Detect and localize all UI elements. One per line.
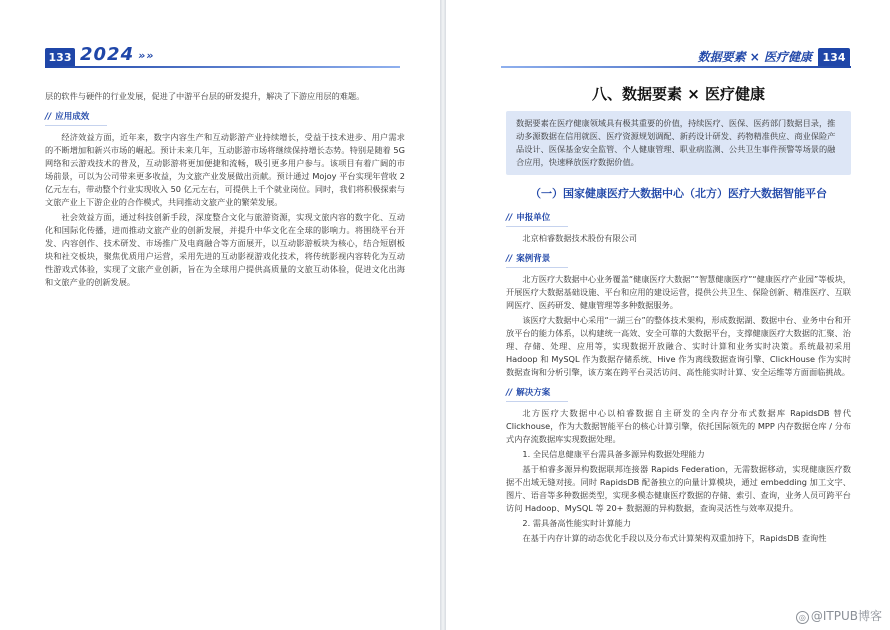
background-label (506, 253, 568, 268)
label-slash-icon: // (506, 388, 513, 398)
header-rule (45, 66, 400, 68)
label-slash-icon: // (506, 254, 513, 264)
section-tag: 数据要素 × 医疗健康 (697, 50, 812, 64)
applicant-name: 北京柏睿数据技术股份有限公司 (522, 233, 638, 243)
watermark-logo-icon: ◎ (796, 611, 809, 624)
applicant-label-text: 申报单位 (516, 213, 551, 223)
results-label-text: 应用成效 (55, 112, 90, 122)
background-paragraph: 该医疗大数据中心采用“一湖三台”的整体技术架构，形成数据湖、数据中台、业务中台和开放平台的能力体系，以构建统一高效、安全可靠的大数据平台，支撑健康医疗大数据的汇聚、治理、存储、处理、应用等，实现数据开放融合、实时计算和业务实时决策。系统最初采用 Hadoop 和 MySQL 作为数据存储系统、Hive 作为离线数据查询引擎、ClickHouse 作为实时数据查询和分析引擎，该方案在跨平台灵活访问、高性能实时计算、安全运维等方面面临挑战。 (506, 315, 851, 377)
left-page-content (45, 90, 405, 291)
case-title: （一）国家健康医疗大数据中心（北方）医疗大数据智能平台 (530, 187, 827, 200)
watermark (796, 607, 882, 624)
chapter-title: 八、数据要素 × 医疗健康 (591, 85, 765, 103)
solution-paragraph: 基于柏睿多源异构数据联邦连接器 Rapids Federation，无需数据移动，实现健康医疗数据不出域无缝对接。同时 RapidsDB 配备独立的向量计算模块，通过 embedding 加工文字、图片、语音等多种数据类型，实现多模态健康医疗数据的存储、索引、查询，业务人员可跨平台访问 Hadoop、MySQL 等 20+ 数据源的异构数据，查询灵活性与效率双提升。 (506, 464, 851, 513)
label-slash-icon: // (45, 112, 52, 122)
page-number: 133 (45, 48, 75, 68)
solution-heading: 1. 全民信息健康平台需具备多源异构数据处理能力 (522, 449, 705, 459)
economic-benefit-paragraph: 经济效益方面，近年来，数字内容生产和互动影游产业持续增长，受益于技术进步、用户需求的不断增加和新兴市场的崛起。预计未来几年，互动影游市场将继续保持增长态势。特别是随着 5G 网络和云游戏技术的普及，互动影游将更加便捷和流畅，吸引更多用户参与。该项目有着广阔的市场前景，可以为公司带来更多收益，为文旅产业发展做出贡献。预计通过 Mojoy 平台实现年营收 2 亿元左右，带动整个行业实现收入 50 亿元左右，可提供上千个就业岗位。同时，我们将积极探索与文旅产业上下游企业的合作模式，共同推动文旅产业的繁荣发展。 (45, 132, 405, 207)
solution-label (506, 387, 568, 402)
applicant-label (506, 212, 568, 227)
left-page (0, 0, 440, 630)
solution-heading: 2. 需具备高性能实时计算能力 (522, 518, 632, 528)
lead-paragraph: 层的软件与硬件的行业发展，促进了中游平台层的研发提升，解决了下游应用层的难题。 (45, 91, 365, 101)
solution-paragraph: 北方医疗大数据中心以柏睿数据自主研发的全内存分布式数据库 RapidsDB 替代 Clickhouse，作为大数据智能平台的核心计算引擎，依托国际领先的 MPP 内存数据仓库 / 分布式内存流数据库实现数据处理。 (506, 408, 851, 444)
brand-year: 2024 (80, 44, 135, 65)
chapter-intro-box: 数据要素在医疗健康领域具有极其重要的价值，持续医疗、医保、医药部门数据目录，推动多源数据在信用就医、医疗资源规划调配、新药设计研发、药物精准供应、商业保险产品设计、医保基金安全监管、个人健康管理、职业病监测、公共卫生事件预警等场景的融合应用，快速释放医疗数据价值。 (506, 111, 851, 175)
right-page-content (506, 84, 851, 547)
background-label-text: 案例背景 (516, 254, 551, 264)
label-slash-icon: // (506, 213, 513, 223)
solution-label-text: 解决方案 (516, 388, 551, 398)
results-label (45, 111, 107, 126)
brand-logo (80, 44, 154, 65)
watermark-text: @ITPUB博客 (810, 609, 882, 623)
right-page (446, 0, 890, 630)
brand-arrows: »» (138, 48, 155, 62)
page-number: 134 (818, 48, 850, 68)
social-benefit-paragraph: 社会效益方面，通过科技创新手段，深度整合文化与旅游资源，实现文旅内容的数字化、互动化和国际化传播，进而推动文旅产业的创新发展，并提升中华文化在全球的影响力。将围绕平台开发、内容创作、技术研发、市场推广及电商融合等方面展开，以互动影游板块为核心，结合短剧板块和社交板块，聚焦优质用户运营，采用先进的互动影视游戏化技术，将传统影视内容转化为互动性游戏式体验，实现了文旅产业创新，旨在为全球用户提供高质量的文旅互动体验，促进文化出海和文旅产业的创新发展。 (45, 212, 405, 287)
solution-paragraph: 在基于内存计算的动态优化手段以及分布式计算架构双重加持下，RapidsDB 查询性 (522, 533, 827, 543)
background-paragraph: 北方医疗大数据中心业务覆盖“健康医疗大数据”“智慧健康医疗”“健康医疗产业园”等板块，开展医疗大数据基础设施、平台和应用的建设运营，提供公共卫生、保险创新、精准医疗、互联网医疗、医药研发、健康管理等多种数据服务。 (506, 274, 851, 310)
header-rule (501, 66, 851, 68)
